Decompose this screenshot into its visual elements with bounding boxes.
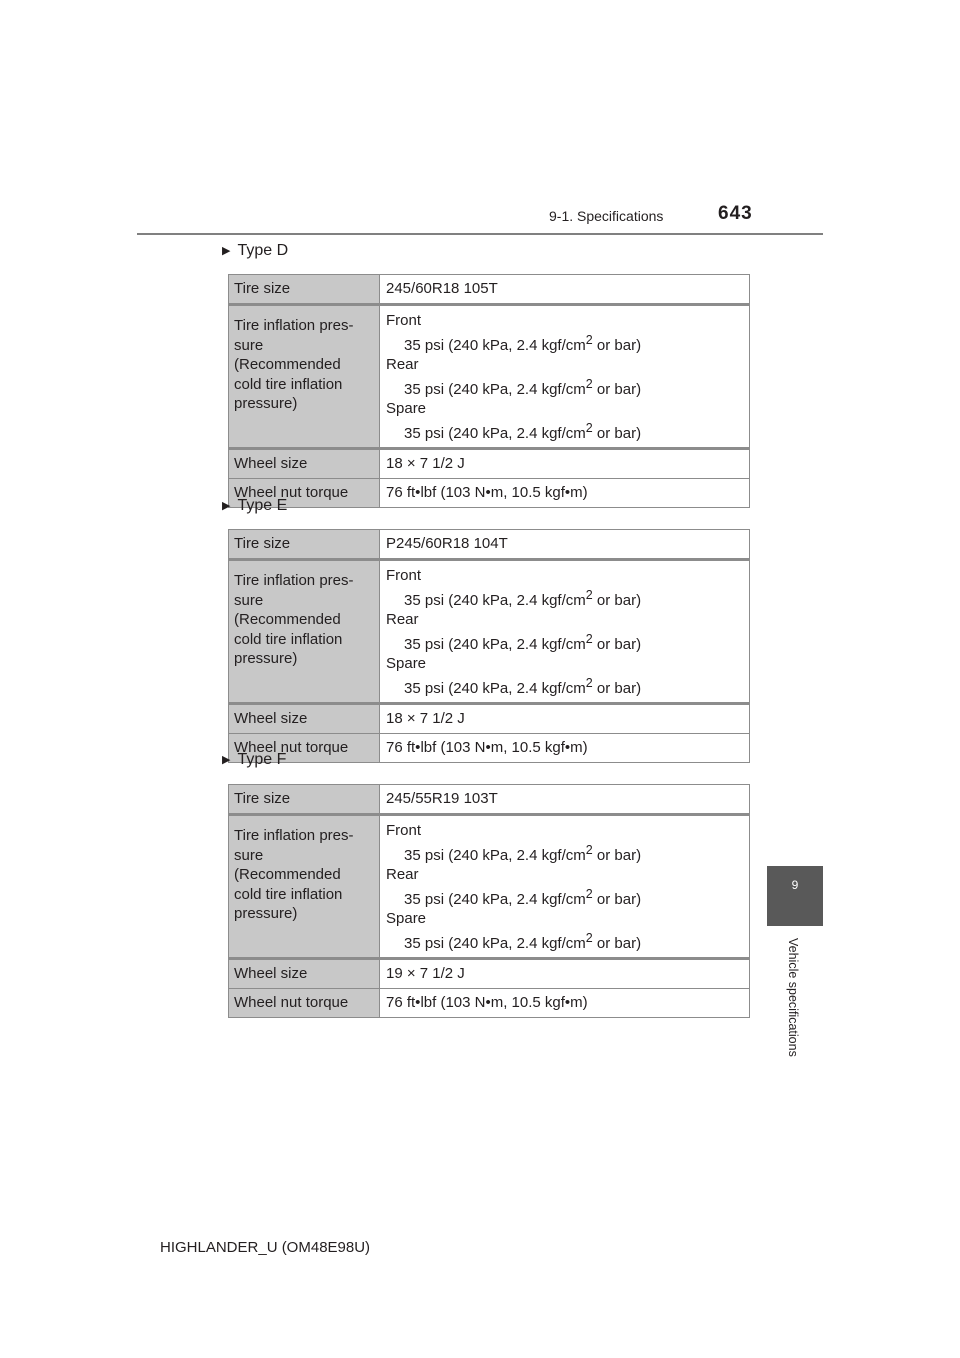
wheel-nut-torque-value: 76 ft•lbf (103 N•m, 10.5 kgf•m) [380, 479, 750, 508]
rear-pressure: 35 psi (240 kPa, 2.4 kgf/$cm^2$ or bar) [404, 631, 642, 653]
inflation-pressure-label: Tire inflation pres- sure (Recommended cold tire inflation pressure) [229, 815, 380, 959]
chapter-label: Vehicle specifications [786, 938, 800, 1057]
inflation-pressure-label: Tire inflation pres- sure (Recommended cold tire inflation pressure) [229, 305, 380, 449]
triangle-bullet-icon: ▶ [222, 500, 231, 512]
table-row [229, 704, 750, 734]
type-e-heading: ▶ Type E [222, 497, 288, 514]
spare-pressure: 35 psi (240 kPa, 2.4 kgf/$cm^2$ or bar) [404, 930, 642, 952]
triangle-bullet-icon: ▶ [222, 754, 231, 766]
inflation-pressure-values [380, 560, 750, 704]
spare-label: Spare [386, 400, 427, 417]
section-title: 9-1. Specifications [549, 208, 664, 224]
front-pressure: 35 psi (240 kPa, 2.4 kgf/$cm^2$ or bar) [404, 332, 642, 354]
wheel-size-label: Wheel size [229, 959, 380, 989]
tire-size-label: Tire size [229, 275, 380, 305]
wheel-size-value: 18 × 7 1/2 J [380, 704, 750, 734]
wheel-nut-torque-value: 76 ft•lbf (103 N•m, 10.5 kgf•m) [380, 734, 750, 763]
table-row [229, 734, 750, 763]
page-number: 643 [718, 203, 753, 224]
table-row [229, 989, 750, 1018]
tire-size-value: 245/60R18 105T [380, 275, 750, 305]
rear-pressure: 35 psi (240 kPa, 2.4 kgf/$cm^2$ or bar) [404, 886, 642, 908]
inflation-pressure-label: Tire inflation pres- sure (Recommended cold tire inflation pressure) [229, 560, 380, 704]
tire-size-value: 245/55R19 103T [380, 785, 750, 815]
wheel-size-value: 18 × 7 1/2 J [380, 449, 750, 479]
wheel-nut-torque-value: 76 ft•lbf (103 N•m, 10.5 kgf•m) [380, 989, 750, 1018]
front-label: Front [386, 312, 422, 329]
table-row [229, 785, 750, 815]
wheel-nut-torque-label: Wheel nut torque [229, 734, 380, 763]
front-pressure: 35 psi (240 kPa, 2.4 kgf/$cm^2$ or bar) [404, 842, 642, 864]
spare-pressure: 35 psi (240 kPa, 2.4 kgf/$cm^2$ or bar) [404, 420, 642, 442]
tire-size-label: Tire size [229, 785, 380, 815]
front-pressure: 35 psi (240 kPa, 2.4 kgf/$cm^2$ or bar) [404, 587, 642, 609]
spare-label: Spare [386, 910, 427, 927]
rear-label: Rear [386, 356, 419, 373]
type-d-spec-table [228, 274, 750, 508]
rear-pressure: 35 psi (240 kPa, 2.4 kgf/$cm^2$ or bar) [404, 376, 642, 398]
table-row [229, 479, 750, 508]
table-row [229, 305, 750, 449]
tire-size-value: P245/60R18 104T [380, 530, 750, 560]
spare-label: Spare [386, 655, 427, 672]
front-label: Front [386, 822, 422, 839]
triangle-bullet-icon: ▶ [222, 245, 231, 257]
chapter-tab: 9 [767, 866, 823, 926]
table-row [229, 815, 750, 959]
tire-size-label: Tire size [229, 530, 380, 560]
front-label: Front [386, 567, 422, 584]
table-row [229, 530, 750, 560]
wheel-size-value: 19 × 7 1/2 J [380, 959, 750, 989]
model-code-footer: HIGHLANDER_U (OM48E98U) [160, 1239, 371, 1256]
type-f-spec-table [228, 784, 750, 1018]
wheel-nut-torque-label: Wheel nut torque [229, 479, 380, 508]
header-divider [137, 233, 823, 235]
type-f-heading: ▶ Type F [222, 751, 287, 768]
type-e-spec-table [228, 529, 750, 763]
table-row [229, 449, 750, 479]
rear-label: Rear [386, 611, 419, 628]
table-row [229, 560, 750, 704]
wheel-size-label: Wheel size [229, 449, 380, 479]
type-d-heading: ▶ Type D [222, 242, 289, 259]
spare-pressure: 35 psi (240 kPa, 2.4 kgf/$cm^2$ or bar) [404, 675, 642, 697]
inflation-pressure-values [380, 305, 750, 449]
inflation-pressure-values [380, 815, 750, 959]
wheel-nut-torque-label: Wheel nut torque [229, 989, 380, 1018]
wheel-size-label: Wheel size [229, 704, 380, 734]
table-row [229, 959, 750, 989]
table-row [229, 275, 750, 305]
rear-label: Rear [386, 866, 419, 883]
